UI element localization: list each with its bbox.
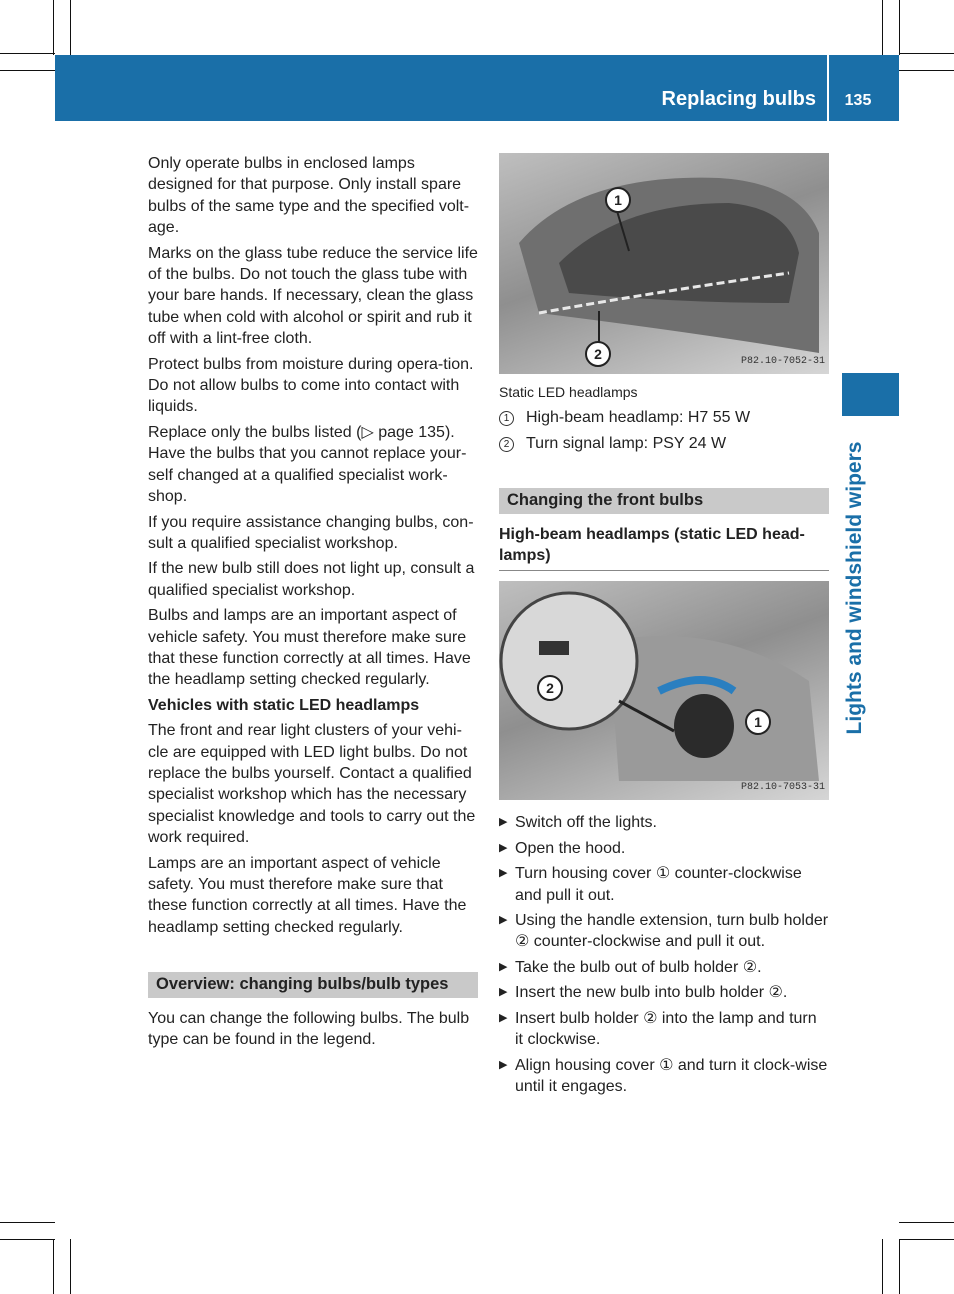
step-text: Insert bulb holder ② into the lamp and turn it clockwise.	[515, 1009, 817, 1049]
subheading: High-beam headlamps (static LED head-lamps)	[499, 525, 805, 565]
step-arrow-icon: ▶	[499, 960, 508, 973]
crop-mark	[899, 53, 954, 54]
headlamp-illustration	[499, 153, 829, 374]
figure-caption: Static LED headlamps	[499, 384, 638, 400]
step-arrow-icon: ▶	[499, 1058, 508, 1071]
step-text: Switch off the lights.	[515, 814, 657, 832]
crop-mark	[899, 70, 954, 71]
bulb-replacement-figure	[499, 581, 829, 800]
step-text: Take the bulb out of bulb holder ②.	[515, 958, 762, 976]
instruction-step	[499, 1055, 829, 1098]
step-arrow-icon: ▶	[499, 914, 508, 927]
step-text: Turn housing cover ① counter-clockwise and pull it out.	[515, 865, 802, 904]
paragraph: Replace only the bulbs listed (▷ page 135). Have the bulbs that you cannot replace your-self changed at a qualified specialist work-shop.	[148, 423, 467, 506]
crop-mark	[882, 0, 883, 55]
section-title: Overview: changing bulbs/bulb types	[148, 972, 478, 997]
instruction-step	[499, 812, 829, 833]
crop-mark	[882, 1239, 883, 1294]
crop-mark	[0, 1222, 55, 1223]
paragraph: Lamps are an important aspect of vehicle safety. You must therefore make sure that these function correctly at all times. Have the headlamp setting checked regularly.	[148, 854, 467, 936]
paragraph: The front and rear light clusters of your vehi-cle are equipped with LED light bulbs. Do not replace the bulbs yourself. Contact a qualified specialist workshop which has the necessary specialist knowledge and tools to carry out the work required.	[148, 722, 476, 847]
instruction-step	[499, 863, 829, 906]
left-column	[148, 153, 478, 1054]
callout-marker: 2	[585, 341, 611, 367]
callout-marker: 1	[745, 709, 771, 735]
paragraph: Protect bulbs from moisture during opera-tion. Do not allow bulbs to come into contact with liquids.	[148, 355, 474, 416]
figure-code: P82.10-7052-31	[740, 355, 825, 367]
callout-marker: 2	[537, 675, 563, 701]
crop-mark	[899, 1239, 900, 1294]
header-title: Replacing bulbs	[661, 88, 816, 110]
paragraph: Marks on the glass tube reduce the service life of the bulbs. Do not touch the glass tube with your bare hands. If necessary, clean the glass tube when cold with alcohol or spirit and rub it off with a lint-free cloth.	[148, 244, 478, 348]
side-tab-label: Lights and windshield wipers	[843, 441, 866, 735]
legend-number: 2	[499, 437, 514, 452]
paragraph: Bulbs and lamps are an important aspect of vehicle safety. You must therefore make sure that these function correctly at all times. Have the headlamp setting checked regularly.	[148, 607, 471, 689]
right-column	[499, 153, 829, 1101]
instruction-step	[499, 957, 829, 978]
step-text: Open the hood.	[515, 839, 626, 857]
step-arrow-icon: ▶	[499, 841, 508, 854]
paragraph: Only operate bulbs in enclosed lamps designed for that purpose. Only install spare bulbs of the same type and the specified volt-age.	[148, 155, 470, 237]
legend-item	[499, 407, 829, 428]
instruction-step	[499, 838, 829, 859]
step-text: Align housing cover ① and turn it clock-wise until it engages.	[515, 1056, 828, 1095]
crop-mark	[0, 1239, 55, 1240]
crop-mark	[899, 0, 900, 55]
paragraph: You can change the following bulbs. The bulb type can be found in the legend.	[148, 1009, 470, 1049]
instruction-step	[499, 982, 829, 1003]
step-text: Insert the new bulb into bulb holder ②.	[515, 984, 788, 1002]
instruction-step	[499, 1008, 829, 1051]
side-tab	[842, 373, 899, 416]
figure-code: P82.10-7053-31	[740, 782, 825, 794]
crop-mark	[70, 0, 71, 55]
divider	[499, 570, 829, 571]
legend-text: High-beam headlamp: H7 55 W	[526, 409, 751, 427]
crop-mark	[899, 1239, 954, 1240]
page-number: 135	[844, 92, 872, 109]
legend-number: 1	[499, 411, 514, 426]
paragraph: If you require assistance changing bulbs, con-sult a qualified specialist workshop.	[148, 513, 474, 552]
headlamp-figure	[499, 153, 829, 374]
subheading: Vehicles with static LED headlamps	[148, 696, 420, 714]
crop-mark	[70, 1239, 71, 1294]
crop-mark	[53, 0, 54, 55]
legend-text: Turn signal lamp: PSY 24 W	[526, 434, 727, 452]
crop-mark	[53, 1239, 54, 1294]
crop-mark	[0, 70, 55, 71]
crop-mark	[899, 1222, 954, 1223]
crop-mark	[0, 53, 55, 54]
header-divider	[827, 55, 829, 121]
section-title: Changing the front bulbs	[499, 488, 829, 513]
step-arrow-icon: ▶	[499, 867, 508, 880]
paragraph: If the new bulb still does not light up, consult a qualified specialist workshop.	[148, 560, 475, 599]
callout-marker: 1	[605, 187, 631, 213]
step-arrow-icon: ▶	[499, 986, 508, 999]
legend-item	[499, 433, 829, 454]
step-text: Using the handle extension, turn bulb holder ② counter-clockwise and pull it out.	[515, 912, 829, 951]
step-arrow-icon: ▶	[499, 1011, 508, 1024]
instruction-step	[499, 910, 829, 953]
step-arrow-icon: ▶	[499, 816, 508, 829]
